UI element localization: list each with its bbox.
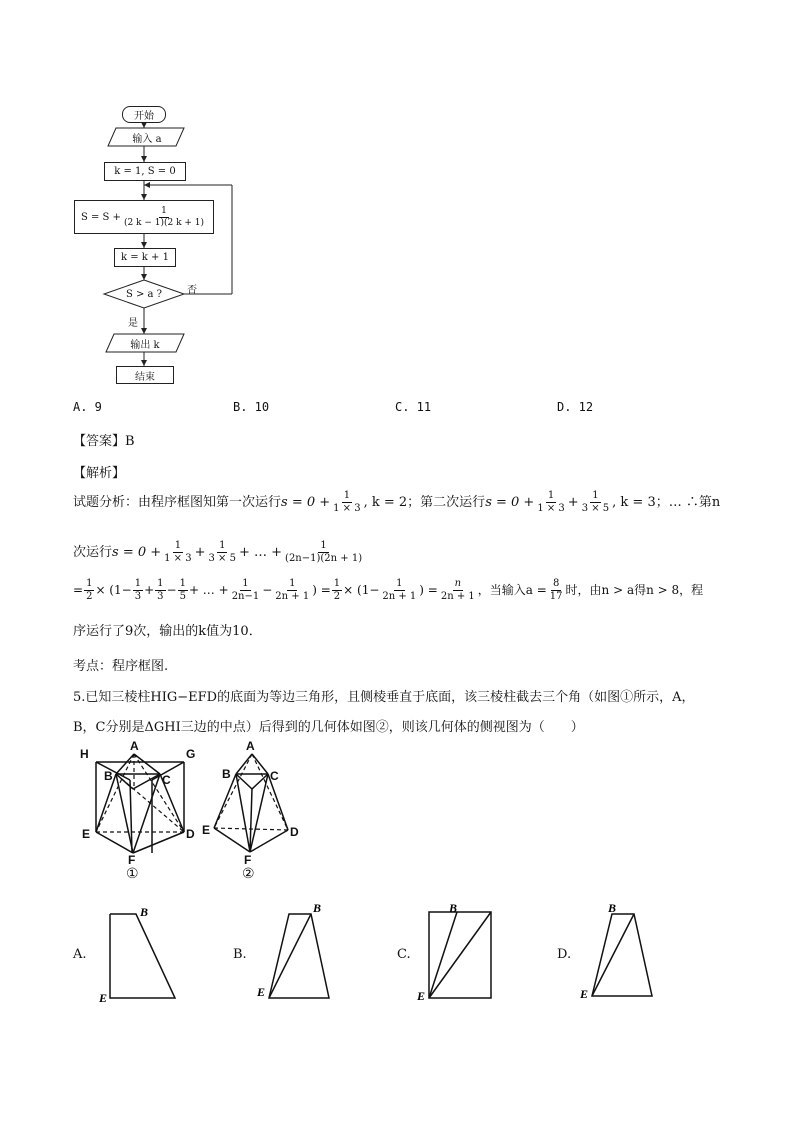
figure-1-prism — [78, 740, 198, 880]
flow-update-k: k = k + 1 — [114, 248, 176, 267]
fig1-point-d: D — [186, 827, 195, 841]
flow-input: 输入 a — [132, 133, 162, 145]
solution-line-2: 次运行s = 0 + $\frac{1}{1 \times 3}$ + $\frac{1}{3 \times 5}$ + … + $\frac{1}{(2n-1)(2n + 1)}$ — [73, 540, 363, 564]
fig1-label: ① — [126, 866, 139, 880]
frac: $\frac{1}{3}$ — [134, 578, 142, 602]
flow-yes-label: 是 — [128, 318, 138, 329]
kaodian-line: 考点：程序框图. — [73, 659, 169, 674]
frac: $\frac{n}{2n + 1}$ — [440, 578, 475, 602]
fig2-point-f: F — [244, 853, 252, 867]
fig2-point-a: A — [246, 740, 255, 753]
choice-b-figure — [255, 900, 345, 1004]
choice-a-label-b: B — [140, 905, 149, 919]
choice-c-label-e: E — [417, 989, 426, 1003]
choice-c-figure — [415, 900, 505, 1004]
fig1-point-c: C — [162, 773, 171, 787]
answer-label: 【答案】B — [73, 434, 135, 449]
fig1-point-h: H — [80, 747, 89, 761]
figure-2-solid — [200, 740, 310, 880]
choice-d-letter: D. — [557, 947, 572, 962]
fig1-point-g: G — [186, 747, 196, 761]
solution-line-1: 试题分析：由程序框图知第一次运行s = 0 + $\frac{1}{1 \times 3}$ , k = 2；第二次运行s = 0 + $\frac{1}{1 \times 3}$ + $\frac{1}{3 \times 5}$ , k = 3；… ∴第n — [73, 490, 721, 514]
flow-condition: S > a ? — [125, 288, 163, 300]
solution-line-4: 序运行了9次，输出的k值为10． — [73, 624, 262, 639]
fig2-point-c: C — [270, 769, 279, 783]
choice-a-figure — [95, 900, 185, 1004]
frac: $\frac{1}{3 \times 5}$ — [581, 490, 610, 514]
fig1-point-b: B — [104, 769, 113, 783]
frac: $\frac{1}{2n + 1}$ — [275, 578, 310, 602]
flow-end: 结束 — [116, 366, 174, 384]
frac: $\frac{1}{2n-1}$ — [231, 578, 260, 602]
q4-option-c: C. 11 — [395, 400, 432, 414]
fig2-point-b: B — [222, 767, 231, 781]
solution-line-3: = $\frac{1}{2}$ × (1− $\frac{1}{3}$ + $\frac{1}{3}$ − $\frac{1}{5}$ + … + $\frac{1}{2n-1}$ − $\frac{1}{2n + 1}$ ) = $\frac{1}{2}$ × (1− $\frac{1}{2n + 1}$ ) = $\frac{n}{2n + 1}$ ，当输入a = $\frac{8}{17}$ 时，由n > a得n > 8，程 — [73, 578, 704, 602]
flow-update-s-frac: $\frac{1}{(2 k - 1)(2 k + 1)}$ — [123, 205, 205, 228]
frac: $\frac{1}{1 \times 3}$ — [333, 490, 361, 514]
fig1-point-a: A — [130, 740, 139, 753]
flowchart — [72, 100, 242, 390]
frac: $\frac{1}{2}$ — [333, 578, 341, 602]
frac: $\frac{1}{(2n-1)(2n + 1)}$ — [285, 540, 363, 564]
choice-a-letter: A. — [73, 947, 87, 962]
choice-d-figure — [578, 900, 668, 1004]
choice-b-label-b: B — [313, 901, 322, 915]
choice-d-label-e: E — [580, 987, 589, 1001]
frac: $\frac{1}{2n + 1}$ — [382, 578, 417, 602]
flow-no-label: 否 — [187, 285, 197, 296]
fig2-point-d: D — [290, 825, 299, 839]
flow-start: 开始 — [122, 106, 166, 123]
frac: $\frac{1}{1 \times 3}$ — [164, 540, 192, 564]
analysis-label: 【解析】 — [73, 466, 126, 481]
frac: $\frac{8}{17}$ — [549, 578, 563, 602]
q4-option-d: D. 12 — [557, 400, 594, 414]
fig2-point-e: E — [202, 823, 211, 837]
frac: $\frac{1}{2}$ — [86, 578, 93, 602]
fig2-label: ② — [242, 866, 255, 880]
frac: $\frac{1}{3}$ — [157, 578, 164, 602]
flow-output: 输出 k — [130, 339, 160, 351]
q4-option-a: A. 9 — [73, 400, 102, 414]
frac: $\frac{1}{1 \times 3}$ — [537, 490, 565, 514]
choice-d-label-b: B — [608, 901, 617, 915]
flow-init: k = 1, S = 0 — [104, 162, 186, 181]
frac: $\frac{1}{3 \times 5}$ — [208, 540, 236, 564]
q5-line-2: B，C分别是ΔGHI三边的中点）后得到的几何体如图②，则该几何体的侧视图为（ ） — [73, 720, 584, 735]
q4-option-b: B. 10 — [233, 400, 270, 414]
frac: $\frac{1}{5}$ — [179, 578, 186, 602]
choice-c-label-b: B — [449, 901, 458, 915]
q5-line-1: 5.已知三棱柱HIG−EFD的底面为等边三角形，且侧棱垂直于底面，该三棱柱截去三个角（如图①所示，A， — [73, 690, 695, 705]
fig1-point-f: F — [128, 853, 136, 867]
choice-b-label-e: E — [257, 985, 266, 999]
fig1-point-e: E — [82, 827, 91, 841]
choice-a-label-e: E — [99, 991, 108, 1004]
choice-c-letter: C. — [397, 947, 411, 962]
flow-update-s: S = S + $\frac{1}{(2 k - 1)(2 k + 1)}$ — [74, 200, 214, 234]
choice-b-letter: B. — [233, 947, 247, 962]
